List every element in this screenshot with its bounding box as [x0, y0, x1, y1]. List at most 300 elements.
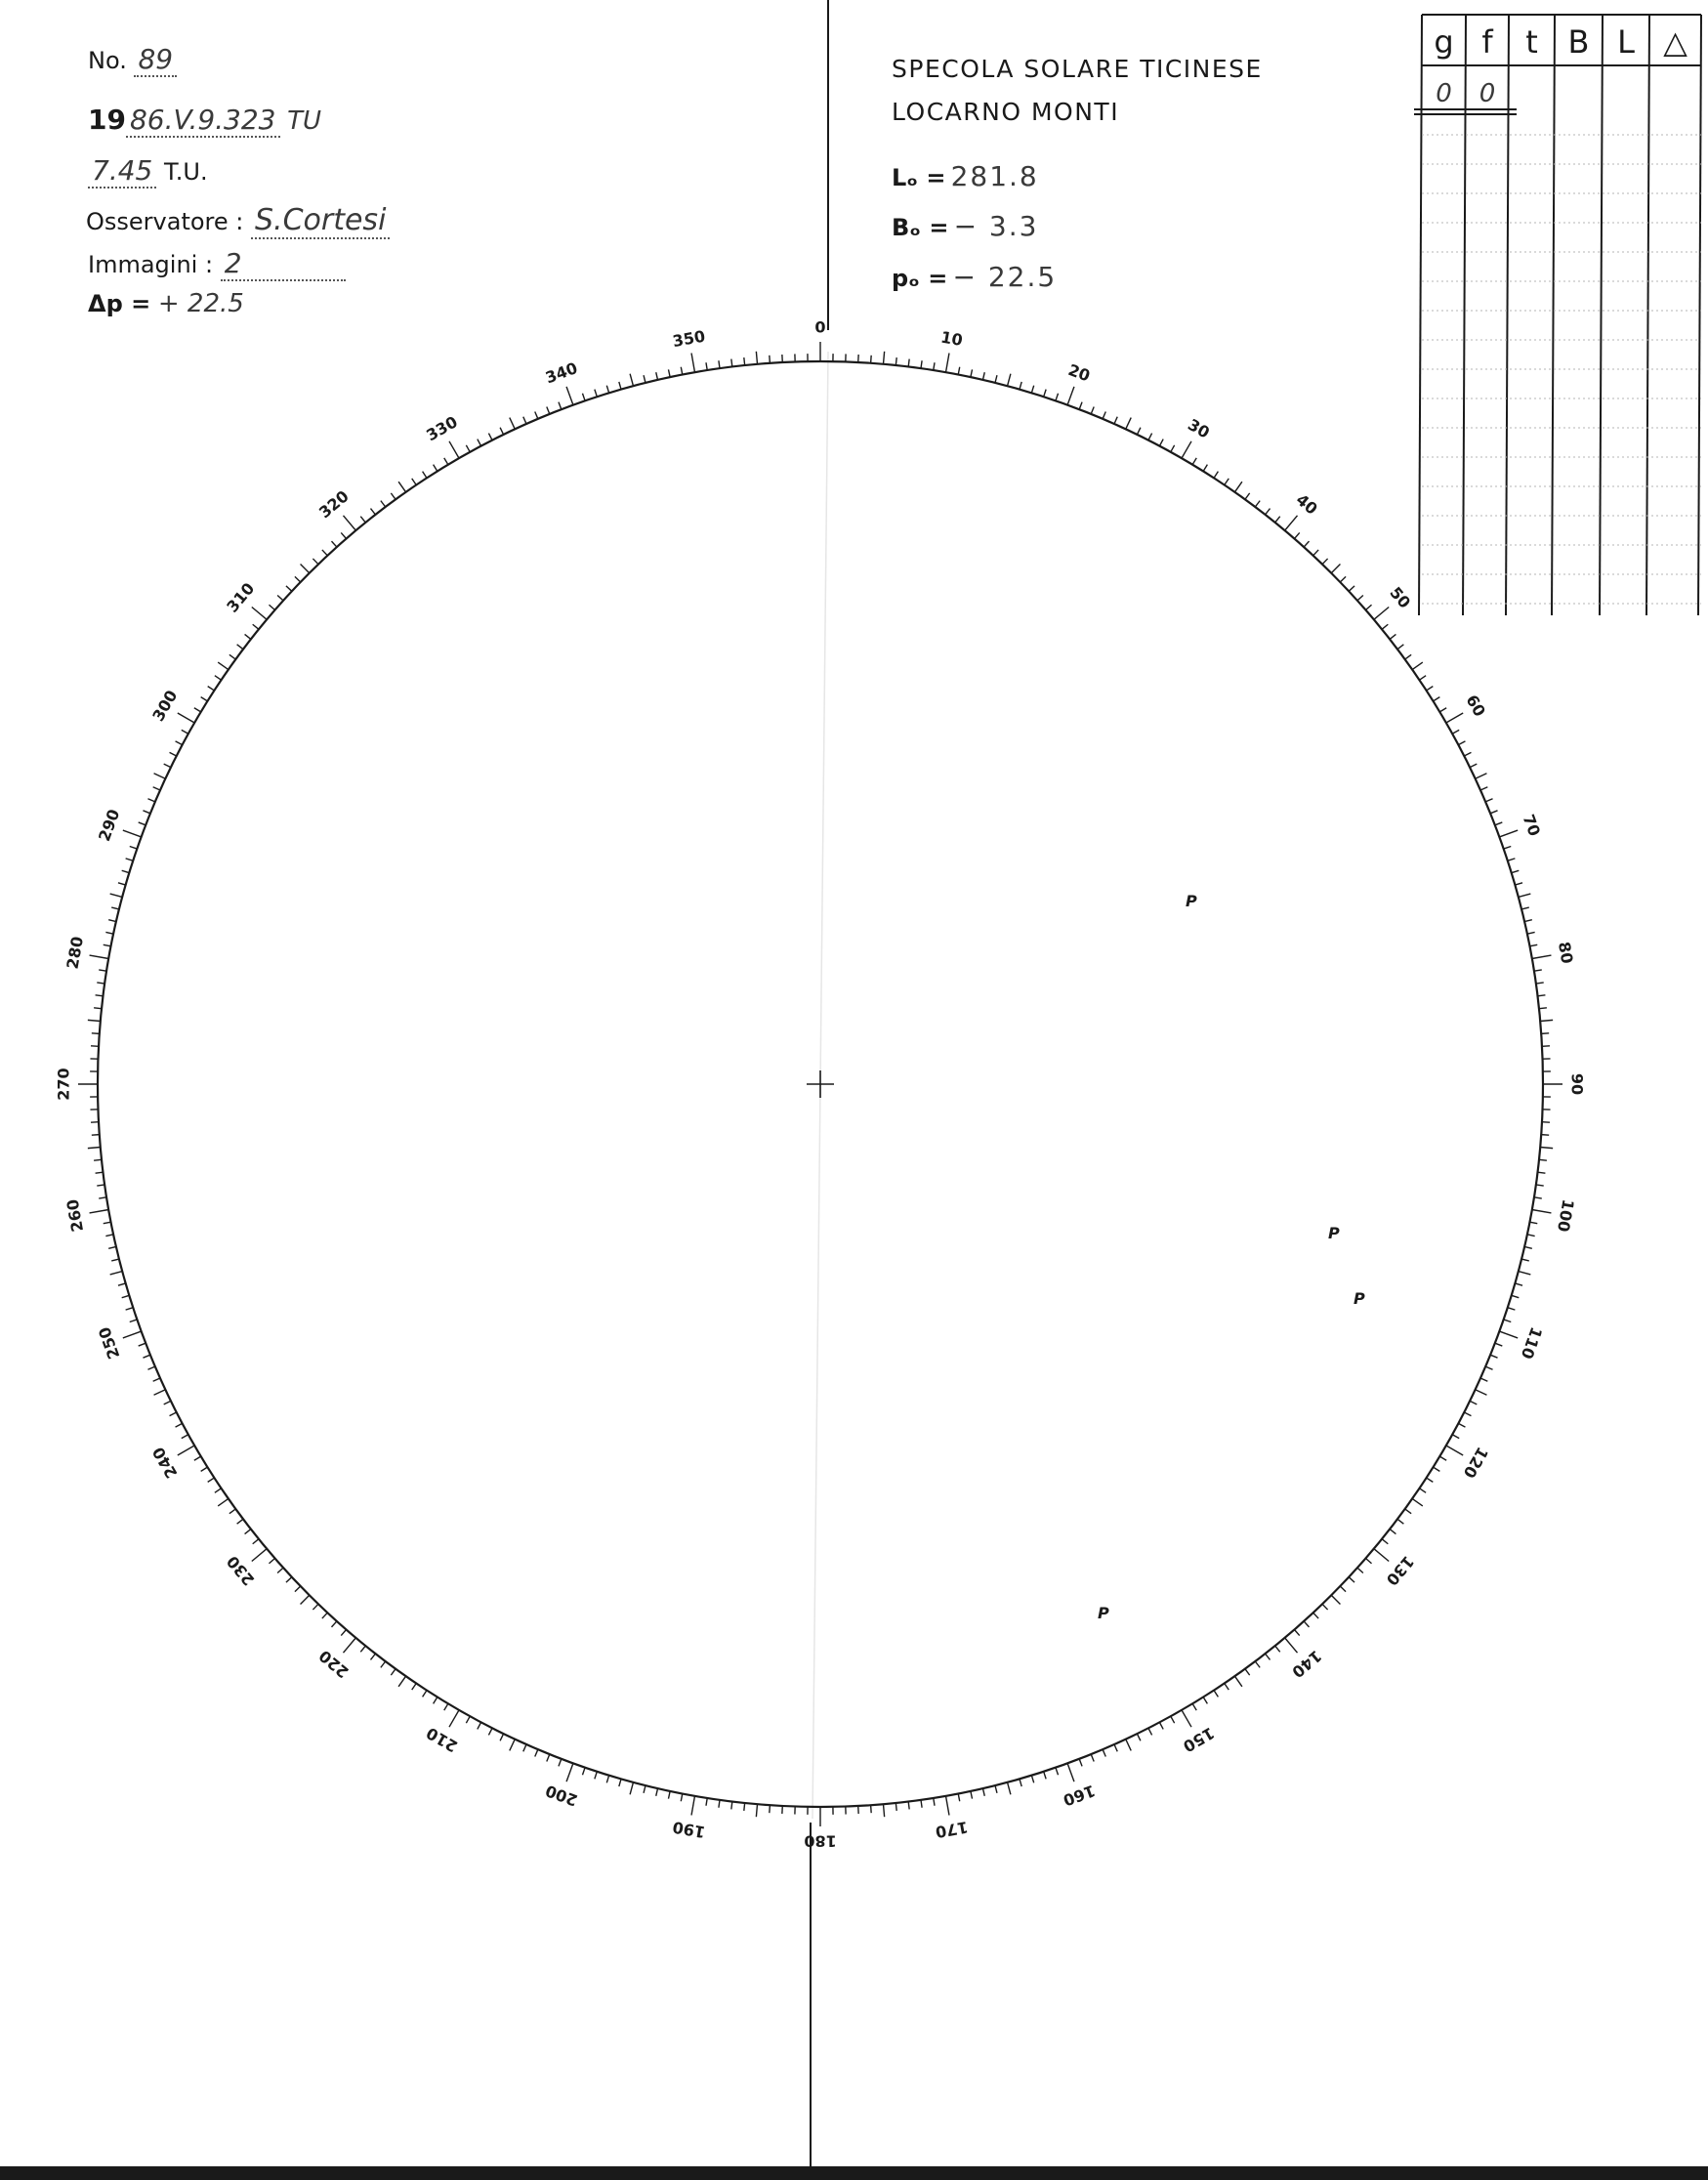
degree-tick: [668, 369, 670, 377]
degree-tick: [99, 1197, 106, 1198]
degree-label-140: 140: [1288, 1646, 1326, 1682]
degree-tick: [582, 1768, 585, 1776]
degree-tick: [1529, 944, 1537, 946]
degree-tick: [559, 1759, 562, 1766]
degree-tick: [1331, 565, 1340, 573]
degree-tick: [1285, 1638, 1298, 1653]
degree-tick: [1485, 1366, 1492, 1369]
degree-tick: [744, 1803, 745, 1811]
degree-tick: [731, 359, 732, 367]
degree-tick: [1504, 846, 1512, 849]
degree-tick: [1148, 1728, 1152, 1735]
degree-tick: [691, 1796, 694, 1816]
degree-tick: [104, 1222, 111, 1224]
p0-value: − 22.5: [952, 261, 1058, 293]
degree-tick: [269, 605, 274, 609]
degree-tick: [1020, 382, 1021, 390]
degree-tick: [154, 774, 166, 778]
degree-tick: [312, 1604, 318, 1610]
degree-tick: [1390, 1530, 1396, 1534]
degree-tick: [982, 1788, 984, 1796]
degree-tick: [1397, 1519, 1403, 1524]
degree-tick: [488, 434, 492, 440]
degree-tick: [444, 1703, 448, 1710]
degree-tick: [1470, 764, 1477, 768]
degree-tick: [1519, 1272, 1531, 1275]
number-value: 89: [134, 43, 177, 77]
degree-tick: [286, 1577, 292, 1582]
table-header-5: L: [1617, 23, 1635, 61]
degree-tick: [201, 697, 208, 701]
degree-label-170: 170: [934, 1817, 970, 1842]
degree-tick: [370, 1654, 375, 1659]
degree-tick: [500, 1734, 504, 1740]
degree-tick: [466, 1716, 470, 1723]
degree-tick: [1541, 1135, 1549, 1136]
degree-tick: [176, 1423, 183, 1427]
degree-label-280: 280: [62, 935, 88, 971]
degree-tick: [108, 920, 116, 922]
degree-tick: [1452, 730, 1459, 734]
degree-tick: [252, 607, 267, 619]
degree-tick: [301, 565, 310, 573]
degree-tick: [1521, 1259, 1529, 1261]
degree-tick: [90, 955, 109, 958]
degree-tick: [398, 482, 405, 492]
faint-pencil-marks: [1098, 892, 1365, 1622]
degree-tick: [88, 1147, 101, 1148]
degree-tick: [1446, 1446, 1463, 1455]
degree-tick: [1266, 1654, 1271, 1659]
date-value: 86.V.9.323: [126, 104, 280, 138]
degree-label-160: 160: [1061, 1781, 1099, 1810]
l0-label: Lₒ =: [892, 164, 946, 191]
degree-tick: [1255, 1661, 1260, 1667]
number-label: No.: [88, 47, 127, 74]
degree-tick: [945, 354, 948, 373]
degree-tick: [178, 713, 194, 723]
degree-tick: [286, 586, 292, 591]
degree-tick: [164, 1401, 171, 1404]
degree-tick: [277, 1568, 283, 1572]
degree-tick: [871, 1805, 872, 1813]
degree-tick: [322, 550, 327, 556]
b0-value: − 3.3: [953, 210, 1039, 242]
degree-tick: [1294, 532, 1299, 538]
degree-tick: [1171, 445, 1175, 452]
degree-label-40: 40: [1292, 489, 1321, 519]
degree-tick: [466, 445, 470, 452]
degree-tick: [434, 1698, 437, 1704]
degree-tick: [118, 1283, 126, 1285]
table-header-3: t: [1525, 23, 1538, 61]
table-header-4: B: [1567, 23, 1590, 61]
degree-tick: [1114, 417, 1117, 424]
degree-tick: [139, 1343, 146, 1346]
degree-tick: [619, 1779, 621, 1786]
degree-label-120: 120: [1459, 1444, 1492, 1482]
degree-tick: [1091, 1754, 1094, 1761]
degree-tick: [1508, 1308, 1516, 1310]
degree-tick: [269, 1558, 274, 1563]
degree-tick: [1470, 1401, 1477, 1404]
degree-tick: [523, 1744, 526, 1751]
degree-tick: [434, 465, 437, 472]
degree-tick: [90, 1209, 109, 1212]
degree-tick: [444, 458, 448, 465]
degree-tick: [253, 624, 259, 629]
degree-tick: [908, 359, 909, 367]
degree-tick: [883, 352, 884, 364]
degree-label-80: 80: [1554, 940, 1577, 966]
degree-tick: [719, 360, 720, 368]
degree-tick: [1534, 1197, 1542, 1198]
degree-tick: [1405, 1509, 1411, 1514]
degree-tick: [1322, 559, 1328, 565]
degree-tick: [1499, 830, 1518, 837]
degree-tick: [1225, 1683, 1229, 1690]
degree-label-70: 70: [1519, 812, 1544, 839]
degree-tick: [535, 1749, 538, 1756]
degree-tick: [971, 369, 973, 377]
degree-label-230: 230: [223, 1552, 259, 1590]
table-header-1: g: [1434, 23, 1454, 61]
degree-tick: [178, 1446, 194, 1455]
degree-label-350: 350: [671, 326, 707, 352]
degree-tick: [1008, 374, 1011, 387]
degree-tick: [523, 417, 526, 424]
degree-tick: [1234, 482, 1241, 492]
degree-label-180: 180: [804, 1831, 837, 1851]
degree-tick: [1137, 428, 1141, 435]
degree-tick: [229, 654, 235, 659]
degree-tick: [1439, 708, 1446, 712]
degree-tick: [1537, 1172, 1545, 1173]
degree-tick: [110, 894, 123, 897]
degree-tick: [1331, 1595, 1340, 1604]
degree-tick: [1490, 811, 1497, 814]
degree-label-30: 30: [1185, 415, 1213, 442]
degree-tick: [301, 1595, 310, 1604]
center-cross: [807, 1070, 834, 1098]
degree-tick: [1225, 479, 1229, 485]
degree-tick: [143, 811, 149, 814]
degree-tick: [170, 752, 177, 756]
degree-tick: [995, 1785, 997, 1793]
degree-tick: [1020, 1779, 1021, 1786]
pencil-mark: P: [1186, 892, 1197, 910]
degree-tick: [1349, 586, 1354, 591]
pencil-mark: P: [1098, 1604, 1109, 1622]
degree-label-330: 330: [423, 412, 461, 445]
degree-tick: [1419, 1488, 1426, 1492]
degree-tick: [1515, 1283, 1522, 1285]
degree-tick: [668, 1791, 670, 1799]
degree-tick: [105, 1235, 113, 1237]
degree-tick: [559, 402, 562, 409]
degree-tick: [1536, 983, 1544, 984]
degree-tick: [1275, 1646, 1280, 1652]
p0-label: pₒ =: [892, 265, 948, 292]
degree-tick: [1304, 541, 1309, 547]
degree-tick: [122, 870, 130, 872]
degree-label-240: 240: [148, 1444, 182, 1482]
degree-tick: [94, 1159, 102, 1160]
table-header-6: △: [1663, 23, 1687, 61]
degree-tick: [218, 662, 229, 669]
degree-tick: [1031, 1776, 1033, 1783]
degree-tick: [96, 995, 104, 996]
degree-tick: [449, 1710, 459, 1727]
degree-tick: [312, 559, 318, 565]
degree-label-340: 340: [542, 358, 580, 388]
degree-tick: [1527, 1235, 1535, 1237]
degree-tick: [1536, 1185, 1544, 1186]
degree-tick: [170, 1412, 177, 1416]
degree-tick: [606, 1776, 608, 1783]
degree-tick: [995, 375, 997, 383]
degree-tick: [1458, 741, 1465, 745]
degree-tick: [770, 1805, 771, 1813]
degree-tick: [1495, 822, 1502, 825]
degree-tick: [111, 1259, 119, 1261]
degree-tick: [1412, 1498, 1423, 1505]
degree-tick: [1044, 1772, 1046, 1780]
date-suffix: TU: [287, 106, 322, 136]
degree-tick: [1192, 458, 1196, 465]
degree-tick: [1214, 1691, 1218, 1698]
degree-tick: [681, 1793, 683, 1801]
degree-tick: [478, 1722, 481, 1729]
degree-tick: [1275, 517, 1280, 523]
degree-label-210: 210: [423, 1723, 461, 1756]
degree-label-290: 290: [95, 806, 124, 844]
degree-tick: [215, 1488, 222, 1492]
degree-label-0: 0: [814, 317, 826, 337]
degree-tick: [1079, 402, 1082, 409]
degree-tick: [1137, 1734, 1141, 1740]
degree-tick: [104, 944, 111, 946]
degree-label-90: 90: [1567, 1072, 1587, 1096]
degree-tick: [1182, 1710, 1191, 1727]
degree-tick: [139, 822, 146, 825]
degree-tick: [1476, 1390, 1487, 1395]
degree-tick: [96, 1172, 104, 1173]
degree-label-310: 310: [223, 578, 259, 616]
degree-tick: [1091, 406, 1094, 413]
degree-tick: [656, 372, 658, 380]
degree-tick: [341, 1629, 346, 1635]
degree-tick: [1434, 697, 1440, 701]
degree-tick: [1519, 894, 1531, 897]
degree-tick: [770, 356, 771, 363]
degree-tick: [295, 576, 301, 582]
degree-label-130: 130: [1382, 1552, 1418, 1590]
degree-tick: [1159, 440, 1163, 446]
degree-tick: [1126, 1740, 1131, 1751]
degree-label-20: 20: [1065, 360, 1093, 386]
degree-label-100: 100: [1553, 1197, 1578, 1234]
degree-tick: [883, 1804, 884, 1817]
bottom-scan-edge: [0, 2166, 1708, 2180]
degree-tick: [229, 1509, 235, 1514]
degree-tick: [606, 386, 608, 394]
degree-tick: [1126, 418, 1131, 430]
degree-tick: [744, 357, 745, 365]
degree-tick: [1512, 870, 1520, 872]
degree-label-300: 300: [148, 687, 182, 725]
degree-tick: [945, 1796, 948, 1816]
degree-tick: [535, 411, 538, 418]
degree-tick: [237, 1519, 243, 1524]
degree-tick: [1214, 472, 1218, 479]
degree-label-320: 320: [314, 486, 353, 523]
degree-label-260: 260: [62, 1197, 88, 1234]
degree-tick: [412, 1683, 416, 1690]
degree-tick: [1357, 595, 1363, 600]
degree-tick: [1182, 441, 1191, 458]
degree-tick: [1067, 387, 1074, 405]
degree-label-220: 220: [314, 1646, 353, 1682]
degree-tick: [971, 1791, 973, 1799]
degree-tick: [566, 387, 573, 405]
l0-value: 281.8: [950, 160, 1039, 192]
observer-value: S.Cortesi: [251, 203, 390, 239]
degree-tick: [122, 1295, 130, 1297]
degree-tick: [123, 1331, 142, 1338]
degree-tick: [194, 1456, 201, 1460]
degree-tick: [277, 595, 283, 600]
degree-tick: [1476, 774, 1487, 778]
degree-tick: [619, 382, 621, 390]
degree-tick: [1412, 662, 1423, 669]
table-cell: 0: [1436, 79, 1452, 108]
degree-tick: [253, 1539, 259, 1544]
degree-tick: [1322, 1604, 1328, 1610]
degree-tick: [92, 1033, 100, 1034]
degree-tick: [1427, 1478, 1434, 1482]
degree-tick: [343, 1638, 355, 1653]
degree-tick: [111, 907, 119, 909]
degree-tick: [1534, 970, 1542, 971]
degree-tick: [691, 354, 694, 373]
degree-label-250: 250: [95, 1324, 124, 1362]
degree-tick: [237, 645, 243, 650]
degree-tick: [1203, 1698, 1207, 1704]
degree-label-110: 110: [1517, 1324, 1546, 1362]
degree-tick: [1524, 920, 1532, 922]
degree-tick: [182, 1435, 188, 1439]
degree-tick: [1079, 1759, 1082, 1766]
degree-tick: [1524, 1246, 1532, 1248]
degree-tick: [423, 472, 427, 479]
degree-tick: [1245, 493, 1250, 499]
degree-tick: [1540, 1020, 1553, 1021]
degree-tick: [1485, 799, 1492, 802]
pencil-mark: P: [1328, 1224, 1340, 1242]
degree-label-200: 200: [542, 1781, 580, 1810]
degree-tick: [595, 1772, 597, 1780]
institution-line2: LOCARNO MONTI: [892, 98, 1120, 126]
degree-tick: [1103, 411, 1105, 418]
images-label: Immagini :: [88, 251, 214, 278]
degree-tick: [1374, 1549, 1389, 1562]
degree-tick: [110, 1272, 123, 1275]
degree-tick: [1056, 1768, 1059, 1776]
degree-tick: [1427, 687, 1434, 691]
degree-tick: [147, 799, 154, 802]
degree-tick: [478, 440, 481, 446]
degree-tick: [118, 883, 126, 885]
degree-tick: [147, 1366, 154, 1369]
table-header-2: f: [1481, 23, 1493, 61]
degree-label-10: 10: [938, 327, 965, 351]
institution-line1: SPECOLA SOLARE TICINESE: [892, 55, 1263, 83]
degree-tick: [1103, 1749, 1105, 1756]
degree-tick: [1512, 1295, 1520, 1297]
table-cell: 0: [1479, 79, 1496, 108]
degree-tick: [1458, 1423, 1465, 1427]
degree-tick: [105, 932, 113, 934]
degree-tick: [921, 360, 922, 368]
degree-tick: [370, 509, 375, 515]
observer-label: Osservatore :: [86, 208, 244, 235]
degree-tick: [731, 1801, 732, 1809]
degree-tick: [97, 1185, 104, 1186]
degree-tick: [1203, 465, 1207, 472]
degree-tick: [1255, 501, 1260, 507]
degree-tick: [1031, 386, 1033, 394]
degree-tick: [934, 1798, 935, 1806]
degree-tick: [706, 362, 707, 370]
degree-tick: [130, 1320, 138, 1322]
degree-tick: [381, 501, 386, 507]
degree-tick: [644, 1785, 646, 1793]
degree-tick: [245, 1530, 251, 1534]
degree-tick: [123, 830, 142, 837]
degree-tick: [1245, 1669, 1250, 1675]
degree-tick: [182, 730, 188, 734]
degree-label-50: 50: [1386, 583, 1415, 612]
degree-tick: [1044, 390, 1046, 398]
degree-tick: [1008, 1782, 1011, 1795]
degree-tick: [921, 1800, 922, 1808]
degree-tick: [126, 859, 134, 860]
degree-tick: [153, 1378, 160, 1381]
degree-tick: [94, 1008, 102, 1009]
degree-tick: [908, 1801, 909, 1809]
degree-tick: [1434, 1467, 1440, 1471]
degree-tick: [1495, 1343, 1502, 1346]
degree-tick: [1349, 1577, 1354, 1582]
degree-tick: [510, 418, 515, 430]
degree-label-150: 150: [1180, 1723, 1218, 1756]
degree-tick: [1294, 1629, 1299, 1635]
degree-label-60: 60: [1462, 692, 1489, 720]
degree-tick: [958, 1793, 960, 1801]
degree-tick: [1446, 713, 1463, 723]
degree-tick: [1405, 654, 1411, 659]
degree-tick: [391, 493, 396, 499]
degree-tick: [706, 1798, 707, 1806]
degree-tick: [681, 367, 683, 375]
degree-tick: [153, 787, 160, 790]
delta-p-label: Δp =: [88, 290, 151, 317]
degree-tick: [934, 362, 935, 370]
time-value: 7.45: [88, 154, 156, 189]
degree-tick: [1390, 634, 1396, 639]
degree-tick: [412, 479, 416, 485]
